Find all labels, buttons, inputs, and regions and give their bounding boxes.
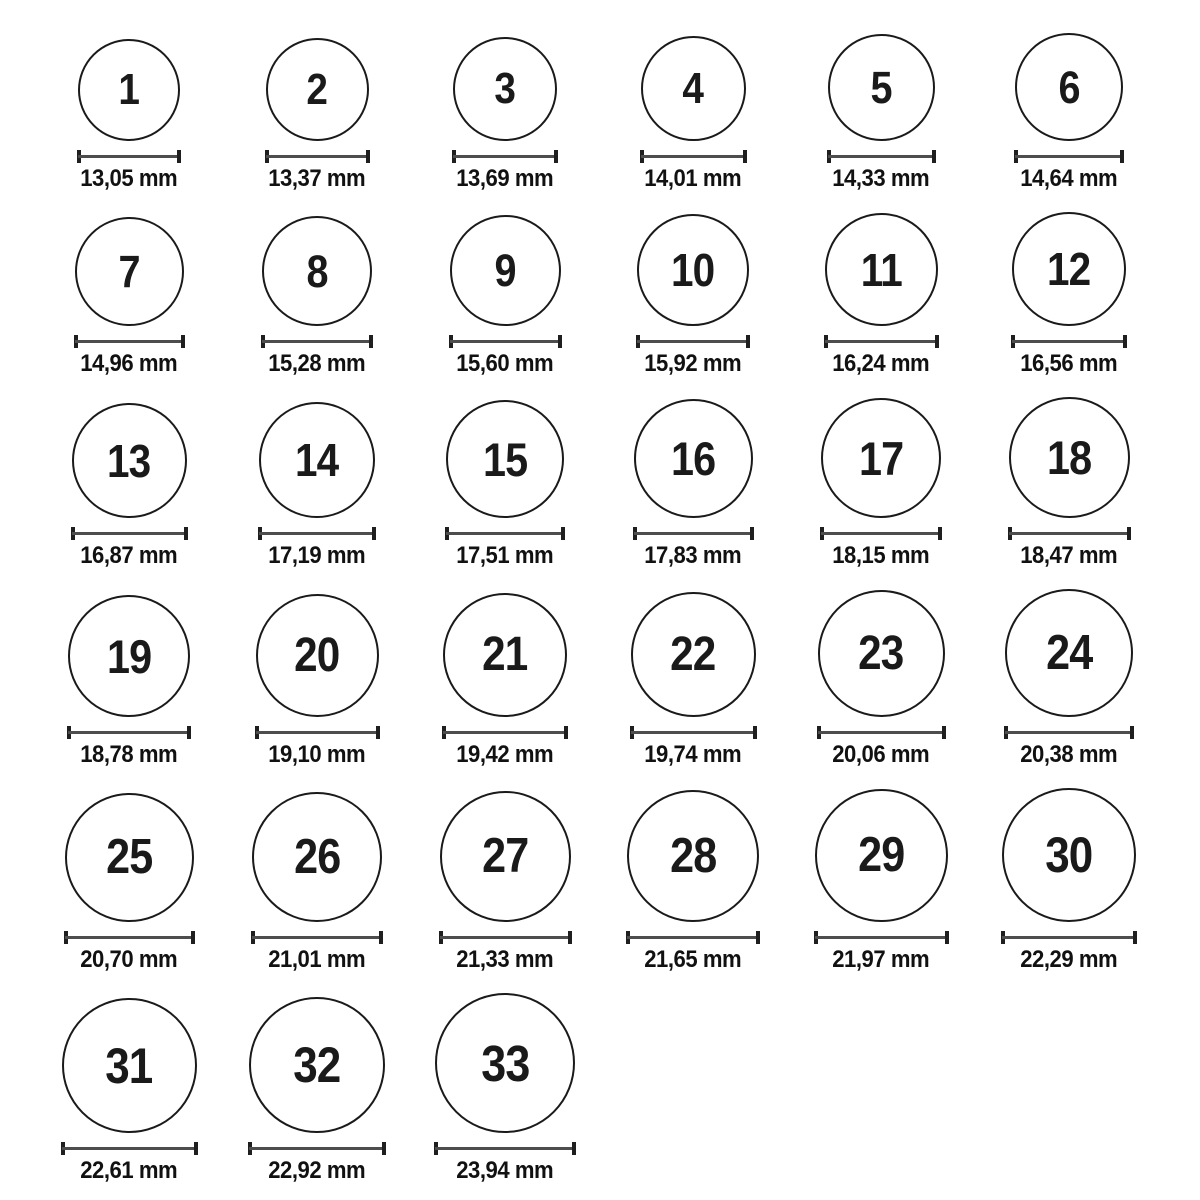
diameter-measure-bar	[633, 527, 754, 540]
diameter-label: 14,64 mm	[1020, 165, 1118, 192]
ring-size-cell	[787, 34, 975, 193]
measure-tick-right	[756, 931, 760, 944]
measure-tick-right	[1123, 335, 1127, 348]
measure-tick-right	[564, 726, 568, 739]
measure-line	[440, 936, 571, 939]
diameter-measure-bar	[449, 335, 562, 348]
ring-circle	[1002, 788, 1136, 922]
ring-size-row	[35, 993, 1180, 1185]
measure-line	[65, 936, 194, 939]
ring-size-cell	[223, 216, 411, 378]
measure-line	[627, 936, 759, 939]
ring-size-cell	[411, 400, 599, 570]
ring-circle	[75, 217, 184, 326]
measure-line	[634, 532, 753, 535]
ring-size-number: 4	[682, 63, 704, 113]
diameter-label: 21,97 mm	[832, 946, 930, 973]
measure-tick-right	[187, 726, 191, 739]
ring-size-number: 25	[105, 830, 153, 884]
diameter-measure-bar	[64, 931, 195, 944]
diameter-measure-bar	[265, 150, 370, 163]
measure-tick-right	[1130, 726, 1134, 739]
measure-line	[825, 340, 938, 343]
measure-line	[266, 155, 369, 158]
ring-circle	[435, 993, 575, 1133]
ring-size-row	[35, 397, 1180, 570]
diameter-measure-bar	[71, 527, 188, 540]
measure-line	[637, 340, 749, 343]
ring-circle	[259, 402, 375, 518]
ring-size-cell	[35, 217, 223, 378]
diameter-measure-bar	[452, 150, 558, 163]
diameter-label: 22,92 mm	[268, 1157, 366, 1184]
measure-line	[1002, 936, 1136, 939]
ring-size-cell	[599, 36, 787, 193]
ring-circle	[821, 398, 941, 518]
measure-tick-right	[753, 726, 757, 739]
measure-tick-right	[369, 335, 373, 348]
ring-size-cell	[223, 997, 411, 1185]
ring-size-number: 13	[107, 434, 151, 487]
measure-line	[641, 155, 746, 158]
diameter-measure-bar	[67, 726, 191, 739]
ring-size-number: 26	[293, 829, 341, 884]
ring-circle	[266, 38, 369, 141]
measure-tick-right	[935, 335, 939, 348]
ring-size-cell	[223, 38, 411, 193]
measure-tick-right	[184, 527, 188, 540]
ring-size-cell	[411, 791, 599, 974]
ring-size-cell	[599, 790, 787, 974]
diameter-measure-bar	[630, 726, 757, 739]
diameter-label: 23,94 mm	[456, 1157, 554, 1184]
measure-line	[1015, 155, 1123, 158]
ring-size-cell	[35, 39, 223, 193]
diameter-label: 22,61 mm	[80, 1157, 178, 1184]
ring-size-cell	[35, 403, 223, 570]
measure-line	[262, 340, 372, 343]
diameter-label: 19,42 mm	[456, 741, 554, 768]
ring-circle	[815, 789, 948, 922]
ring-circle	[1009, 397, 1130, 518]
measure-tick-right	[572, 1142, 576, 1155]
measure-line	[446, 532, 564, 535]
diameter-measure-bar	[1011, 335, 1127, 348]
measure-tick-right	[746, 335, 750, 348]
ring-size-number: 16	[670, 432, 716, 485]
measure-line	[249, 1147, 385, 1150]
ring-size-number: 33	[480, 1034, 530, 1092]
diameter-label: 15,60 mm	[456, 350, 554, 377]
measure-tick-right	[191, 931, 195, 944]
diameter-measure-bar	[640, 150, 747, 163]
ring-circle	[256, 594, 379, 717]
measure-line	[828, 155, 935, 158]
diameter-label: 20,06 mm	[832, 741, 930, 768]
measure-line	[450, 340, 561, 343]
measure-line	[62, 1147, 197, 1150]
diameter-label: 14,01 mm	[644, 165, 742, 192]
ring-size-number: 15	[482, 432, 528, 486]
ring-size-cell	[223, 402, 411, 570]
ring-size-number: 30	[1045, 827, 1093, 883]
ring-size-cell	[787, 398, 975, 570]
measure-line	[815, 936, 948, 939]
measure-tick-right	[376, 726, 380, 739]
ring-circle	[641, 36, 746, 141]
ring-size-cell	[223, 792, 411, 974]
ring-size-number: 2	[306, 64, 328, 114]
measure-line	[75, 340, 184, 343]
diameter-measure-bar	[442, 726, 568, 739]
ring-size-cell	[787, 590, 975, 769]
measure-line	[821, 532, 941, 535]
measure-tick-right	[561, 527, 565, 540]
measure-tick-right	[366, 150, 370, 163]
diameter-measure-bar	[1001, 931, 1137, 944]
ring-circle	[443, 593, 567, 717]
measure-tick-right	[554, 150, 558, 163]
diameter-measure-bar	[439, 931, 572, 944]
ring-size-cell	[975, 589, 1163, 769]
ring-size-number: 11	[860, 243, 902, 296]
measure-tick-right	[181, 335, 185, 348]
measure-tick-right	[945, 931, 949, 944]
ring-circle	[249, 997, 385, 1133]
diameter-measure-bar	[255, 726, 380, 739]
ring-size-number: 18	[1046, 431, 1092, 484]
diameter-label: 20,38 mm	[1020, 741, 1118, 768]
measure-tick-right	[938, 527, 942, 540]
measure-tick-right	[372, 527, 376, 540]
diameter-measure-bar	[258, 527, 376, 540]
ring-size-number: 17	[858, 431, 904, 485]
measure-tick-right	[942, 726, 946, 739]
ring-size-cell	[411, 37, 599, 193]
diameter-label: 22,29 mm	[1020, 946, 1118, 973]
ring-size-cell	[35, 595, 223, 769]
diameter-label: 16,56 mm	[1020, 350, 1118, 377]
measure-line	[72, 532, 187, 535]
ring-circle	[65, 793, 194, 922]
ring-size-number: 20	[294, 628, 340, 682]
diameter-label: 15,28 mm	[268, 350, 366, 377]
ring-circle	[1012, 212, 1126, 326]
diameter-label: 19,74 mm	[644, 741, 742, 768]
measure-tick-right	[194, 1142, 198, 1155]
measure-line	[631, 731, 756, 734]
diameter-measure-bar	[261, 335, 373, 348]
ring-size-number: 8	[306, 245, 328, 297]
diameter-measure-bar	[820, 527, 942, 540]
ring-size-cell	[411, 215, 599, 378]
diameter-label: 13,05 mm	[80, 165, 178, 192]
ring-size-number: 19	[106, 629, 152, 683]
measure-line	[818, 731, 945, 734]
ring-circle	[262, 216, 372, 326]
ring-size-cell	[787, 213, 975, 378]
diameter-measure-bar	[814, 931, 949, 944]
measure-line	[1009, 532, 1130, 535]
diameter-label: 14,96 mm	[80, 350, 178, 377]
diameter-measure-bar	[434, 1142, 576, 1155]
measure-line	[435, 1147, 575, 1150]
measure-tick-right	[382, 1142, 386, 1155]
diameter-label: 16,87 mm	[80, 542, 178, 569]
diameter-label: 13,37 mm	[268, 165, 366, 192]
measure-line	[259, 532, 375, 535]
measure-tick-right	[1133, 931, 1137, 944]
diameter-measure-bar	[824, 335, 939, 348]
diameter-label: 18,78 mm	[80, 741, 178, 768]
ring-circle	[637, 214, 749, 326]
ring-size-number: 27	[481, 829, 529, 883]
ring-size-number: 22	[670, 627, 716, 681]
measure-line	[68, 731, 190, 734]
ring-size-number: 21	[482, 628, 528, 681]
ring-size-cell	[787, 789, 975, 974]
ring-circle	[825, 213, 938, 326]
ring-circle	[828, 34, 935, 141]
ring-size-number: 5	[870, 62, 892, 113]
ring-size-number: 31	[105, 1037, 153, 1094]
diameter-label: 18,47 mm	[1020, 542, 1118, 569]
ring-size-number: 9	[494, 245, 516, 296]
ring-size-number: 3	[494, 64, 516, 113]
ring-circle	[440, 791, 571, 922]
measure-tick-right	[1127, 527, 1131, 540]
ring-size-cell	[35, 793, 223, 974]
ring-size-row	[35, 33, 1180, 193]
ring-circle	[62, 998, 197, 1133]
ring-circle	[252, 792, 382, 922]
diameter-label: 19,10 mm	[268, 741, 366, 768]
measure-tick-right	[568, 931, 572, 944]
ring-size-number: 23	[858, 626, 904, 680]
ring-size-number: 7	[118, 246, 140, 297]
ring-circle	[72, 403, 187, 518]
diameter-label: 14,33 mm	[832, 165, 930, 192]
measure-tick-right	[558, 335, 562, 348]
measure-line	[443, 731, 567, 734]
diameter-measure-bar	[1014, 150, 1124, 163]
ring-circle	[446, 400, 564, 518]
measure-line	[256, 731, 379, 734]
ring-size-number: 28	[669, 828, 717, 883]
ring-size-cell	[223, 594, 411, 769]
diameter-label: 17,19 mm	[268, 542, 366, 569]
diameter-measure-bar	[251, 931, 383, 944]
ring-circle	[631, 592, 756, 717]
diameter-measure-bar	[77, 150, 181, 163]
ring-size-number: 29	[857, 828, 905, 882]
measure-line	[252, 936, 382, 939]
diameter-label: 17,51 mm	[456, 542, 554, 569]
ring-size-number: 10	[671, 244, 715, 296]
ring-size-row	[35, 212, 1180, 378]
ring-size-cell	[975, 33, 1163, 193]
measure-line	[1005, 731, 1133, 734]
diameter-measure-bar	[74, 335, 185, 348]
diameter-measure-bar	[636, 335, 750, 348]
ring-size-cell	[411, 593, 599, 769]
ring-circle	[1005, 589, 1133, 717]
ring-size-cell	[599, 214, 787, 378]
ring-circle	[68, 595, 190, 717]
ring-circle	[1015, 33, 1123, 141]
ring-size-cell	[975, 788, 1163, 974]
diameter-measure-bar	[817, 726, 946, 739]
measure-tick-right	[932, 150, 936, 163]
ring-size-cell	[411, 993, 599, 1185]
ring-circle	[453, 37, 557, 141]
ring-size-number: 12	[1047, 243, 1091, 295]
diameter-label: 21,01 mm	[268, 946, 366, 973]
diameter-measure-bar	[1004, 726, 1134, 739]
diameter-measure-bar	[827, 150, 936, 163]
diameter-measure-bar	[61, 1142, 198, 1155]
ring-circle	[78, 39, 180, 141]
measure-tick-right	[177, 150, 181, 163]
ring-size-cell	[599, 592, 787, 769]
ring-circle	[450, 215, 561, 326]
ring-size-number: 32	[293, 1037, 341, 1093]
measure-tick-right	[750, 527, 754, 540]
ring-circle	[818, 590, 945, 717]
measure-line	[1012, 340, 1126, 343]
ring-circle	[627, 790, 759, 922]
ring-size-row	[35, 788, 1180, 974]
diameter-label: 13,69 mm	[456, 165, 554, 192]
diameter-label: 21,65 mm	[644, 946, 742, 973]
ring-size-cell	[975, 397, 1163, 570]
ring-size-number: 14	[295, 434, 339, 486]
measure-tick-right	[743, 150, 747, 163]
diameter-label: 16,24 mm	[832, 350, 930, 377]
measure-tick-right	[379, 931, 383, 944]
diameter-label: 15,92 mm	[644, 350, 742, 377]
measure-line	[78, 155, 180, 158]
diameter-label: 20,70 mm	[80, 946, 178, 973]
ring-size-cell	[975, 212, 1163, 378]
diameter-label: 17,83 mm	[644, 542, 742, 569]
ring-size-number: 24	[1045, 625, 1093, 680]
ring-circle	[634, 399, 753, 518]
ring-size-cell	[35, 998, 223, 1185]
diameter-measure-bar	[445, 527, 565, 540]
diameter-measure-bar	[248, 1142, 386, 1155]
ring-size-cell	[599, 399, 787, 570]
diameter-label: 21,33 mm	[456, 946, 554, 973]
measure-line	[453, 155, 557, 158]
ring-size-number: 6	[1058, 61, 1080, 113]
ring-size-row	[35, 589, 1180, 769]
ring-size-number: 1	[118, 65, 140, 114]
measure-tick-right	[1120, 150, 1124, 163]
diameter-measure-bar	[626, 931, 760, 944]
diameter-measure-bar	[1008, 527, 1131, 540]
diameter-label: 18,15 mm	[832, 542, 930, 569]
